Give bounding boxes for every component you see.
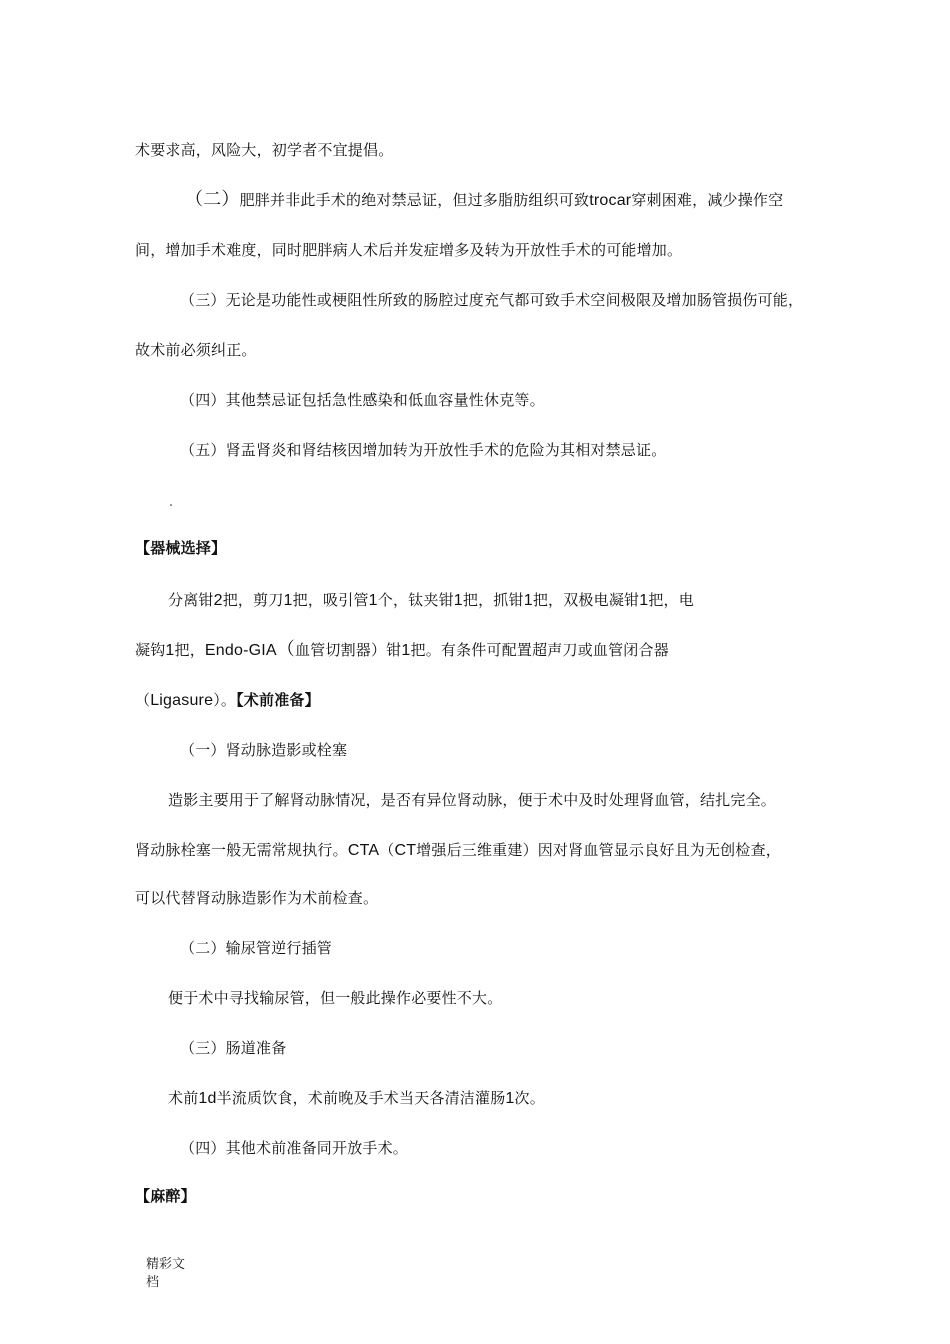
term-ligasure: Ligasure [150, 692, 214, 709]
section-heading-instruments [135, 538, 226, 558]
text-run: 【麻醉】 [135, 1187, 196, 1205]
text-run: 术前 [168, 1089, 199, 1107]
text-run: （二）输尿管逆行插管 [180, 939, 333, 957]
term-endo-gia: Endo-GIA [204, 642, 277, 659]
prep-subsection-2-title [180, 938, 332, 958]
text-run: （一）肾动脉造影或栓塞 [180, 741, 348, 759]
footer-line: 精彩文 [146, 1257, 186, 1272]
stray-dot [170, 504, 172, 506]
text: 故术前必须纠正。 [135, 341, 257, 359]
text-run: 肾动脉栓塞一般无需常规执行。 [135, 841, 348, 859]
text-run: 1 [368, 592, 378, 609]
text-run: （ [135, 691, 151, 709]
text-run: 增强后三维重建）因对肾血管显示良好且为无创检查， [416, 841, 781, 859]
text-run: 1 [453, 592, 463, 609]
text: （四）其他禁忌证包括急性感染和低血容量性休克等。 [180, 391, 545, 409]
paragraph-contraindication-2 [185, 190, 783, 211]
prep-subsection-3-title [180, 1038, 286, 1058]
text-run: 把，双极电凝钳 [532, 591, 640, 609]
text-run: 个，钛夹钳 [377, 591, 454, 609]
term-cta: CTA [347, 842, 380, 859]
text-run: （ [276, 639, 295, 660]
term-trocar: trocar [589, 192, 632, 209]
page-footer [146, 1256, 185, 1292]
text-run: 1d [198, 1090, 217, 1107]
text-run: 1 [505, 1090, 515, 1107]
prep-subsection-1-line-3 [135, 888, 378, 908]
text-run: 可以代替肾动脉造影作为术前检查。 [135, 889, 379, 907]
text-run: ）。 [213, 691, 237, 709]
paragraph-line [135, 240, 682, 260]
text: 肥胖并非此手术的绝对禁忌证，但过多脂肪组织可致 [239, 191, 590, 209]
text: 间，增加手术难度，同时肥胖病人术后并发症增多及转为开放性手术的可能增加。 [135, 241, 683, 259]
text: （三）无论是功能性或梗阻性所致的肠腔过度充气都可致手术空间极限及增加肠管损伤可能， [180, 291, 804, 309]
text-run: （三）肠道准备 [180, 1039, 287, 1057]
text-run: 把，抓钳 [462, 591, 524, 609]
heading-text: 【器械选择】 [135, 539, 227, 557]
text-run: 造影主要用于了解肾动脉情况，是否有异位肾动脉，便于术中及时处理肾血管，结扎完全。 [168, 791, 777, 809]
text-run: 凝钩 [135, 641, 166, 659]
text-run: 1 [401, 642, 411, 659]
text-run: 血管切割器）钳 [294, 641, 402, 659]
section-heading-anesthesia [135, 1186, 196, 1206]
text-run: 把。有条件可配置超声刀或血管闭合器 [410, 641, 669, 659]
prep-subsection-1-line-2 [135, 840, 781, 861]
text-run: 分离钳 [168, 591, 214, 609]
instruments-line-2 [135, 640, 669, 661]
text-run: 把，吸引管 [292, 591, 369, 609]
text-run: 1 [165, 642, 175, 659]
list-number: （二） [185, 189, 240, 210]
footer-line: 档 [146, 1275, 160, 1290]
text-run: 次。 [514, 1089, 545, 1107]
text-run: 1 [283, 592, 293, 609]
text: 穿刺困难，减少操作空 [631, 191, 784, 209]
paragraph-contraindication-5 [180, 440, 666, 460]
paragraph-contraindication-3 [180, 290, 803, 310]
text: 术要求高，风险大，初学者不宜提倡。 [135, 141, 394, 159]
paragraph-continuation [135, 140, 393, 160]
text-run: 把，电 [648, 591, 694, 609]
term-ct: CT [394, 842, 417, 859]
text-run: 1 [639, 592, 649, 609]
text-run: （ [379, 841, 395, 859]
text-run: 半流质饮食，术前晚及手术当天各清洁灌肠 [216, 1089, 506, 1107]
prep-subsection-4-title [180, 1138, 408, 1158]
text-run: 把，剪刀 [222, 591, 284, 609]
prep-subsection-1-title [180, 740, 347, 760]
instruments-line-1 [168, 590, 694, 611]
section-heading-preop: 【术前准备】 [236, 691, 320, 709]
text-run: （四）其他术前准备同开放手术。 [180, 1139, 409, 1157]
text-run: 2 [213, 592, 223, 609]
paragraph-line [135, 340, 257, 360]
text: （五）肾盂肾炎和肾结核因增加转为开放性手术的危险为其相对禁忌证。 [180, 441, 667, 459]
prep-subsection-3-line-1 [168, 1088, 545, 1109]
text-run: 1 [523, 592, 533, 609]
prep-subsection-1-line-1 [168, 790, 776, 810]
paragraph-contraindication-4 [180, 390, 545, 410]
text-run: 便于术中寻找输尿管，但一般此操作必要性不大。 [168, 989, 503, 1007]
instruments-line-3 [135, 690, 320, 711]
prep-subsection-2-line-1 [168, 988, 502, 1008]
text-run: 把， [174, 641, 205, 659]
